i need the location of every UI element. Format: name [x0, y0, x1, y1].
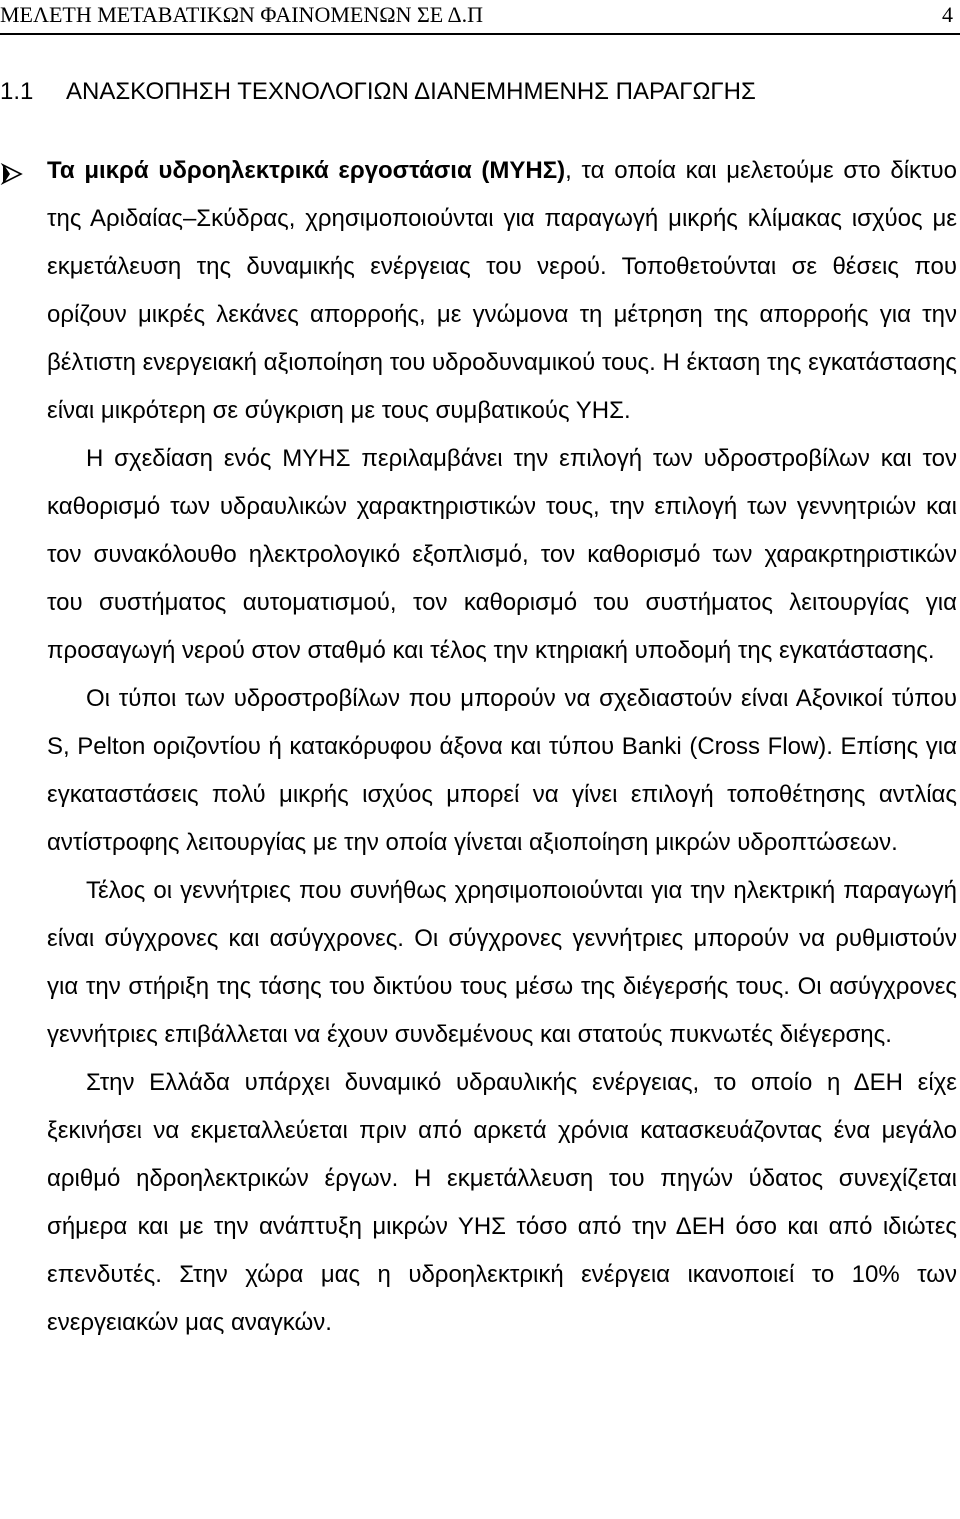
- page-number: 4: [942, 2, 953, 27]
- bullet-paragraph: [47, 147, 957, 435]
- bullet-lead: Τα μικρά υδροηλεκτρικά εργοστάσια (ΜΥΗΣ): [47, 157, 566, 184]
- paragraph-greece: Στην Ελλάδα υπάρχει δυναμικό υδραυλικής ενέργειας, το οποίο η ΔΕΗ είχε ξεκινήσει να εκμεταλλεύεται πριν από αρκετά χρόνια κατασκευάζοντας ένα μεγάλο αριθμό ηδροηλεκτρικών έργων. Η εκμετάλλευση του πηγών ύδατος συνεχίζεται σήμερα και με την ανάπτυξη μικρών ΥΗΣ τόσο από την ΔΕΗ όσο και από ιδιώτες επενδυτές. Στην χώρα μας η υδροηλεκτρική ενέργεια ικανοποιεί το 10% των ενεργειακών μας αναγκών.: [47, 1069, 957, 1336]
- section-heading: [0, 78, 960, 106]
- running-header: [0, 0, 960, 35]
- paragraph-generators: Τέλος οι γεννήτριες που συνήθως χρησιμοποιούνται για την ηλεκτρική παραγωγή είναι σύγχρονες και ασύγχρονες. Οι σύγχρονες γεννήτριες μπορούν να ρυθμιστούν για την στήριξη της τάσης του δικτύου τους μέσω της διέγερσής τους. Οι ασύγχρονες γεννήτριες επιβάλλεται να έχουν συνδεμένους και στατούς πυκνωτές διέγερσης.: [47, 877, 957, 1048]
- section-title: ΑΝΑΣΚΟΠΗΣΗ ΤΕΧΝΟΛΟΓΙΩΝ ΔΙΑΝΕΜΗΜΕΝΗΣ ΠΑΡΑΓΩΓΗΣ: [66, 78, 756, 105]
- bullet-rest: , τα οποία και μελετούμε στο δίκτυο της Αριδαίας–Σκύδρας, χρησιμοποιούνται για παραγωγή μικρής κλίμακας ισχύος με εκμετάλευση της δυναμικής ενέργειας του νερού. Τοποθετούνται σε θέσεις που ορίζουν μικρές λεκάνες απορροής, με γνώμονα τη μέτρηση της απορροής για την βέλτιστη ενεργειακή αξιοποίηση του υδροδυναμικού τους. Η έκταση της εγκατάστασης είναι μικρότερη σε σύγκριση με τους συμβατικούς ΥΗΣ.: [47, 157, 957, 424]
- header-title: ΜΕΛΕΤΗ ΜΕΤΑΒΑΤΙΚΩΝ ΦΑΙΝΟΜΕΝΩΝ ΣΕ Δ.Π: [0, 2, 484, 27]
- section-number: 1.1: [0, 78, 34, 105]
- body-text: [47, 147, 957, 1347]
- paragraph-design: Η σχεδίαση ενός ΜΥΗΣ περιλαμβάνει την επιλογή των υδροστροβίλων και τον καθορισμό των υδραυλικών χαρακτηριστικών τους, την επιλογή των γεννητριών και τον συνακόλουθο ηλεκτρολογικό εξοπλισμό, τον καθορισμό των χαρακρτηριστικών του συστήματος αυτοματισμού, τον καθορισμό του συστήματος λειτουργίας για προσαγωγή νερού στον σταθμό και τέλος την κτηριακή υποδομή της εγκατάστασης.: [47, 445, 957, 664]
- paragraph-turbine-types: Οι τύποι των υδροστροβίλων που μπορούν να σχεδιαστούν είναι Αξονικοί τύπου S, Pelton οριζοντίου ή κατακόρυφου άξονα και τύπου Banki (Cross Flow). Επίσης για εγκαταστάσεις πολύ μικρής ισχύος μπορεί να γίνει επιλογή τοποθέτησης αντλίας αντίστροφης λειτουργίας με την οποία γίνεται αξιοποίηση μικρών υδροπτώσεων.: [47, 685, 957, 856]
- arrow-bullet-icon: [0, 163, 24, 185]
